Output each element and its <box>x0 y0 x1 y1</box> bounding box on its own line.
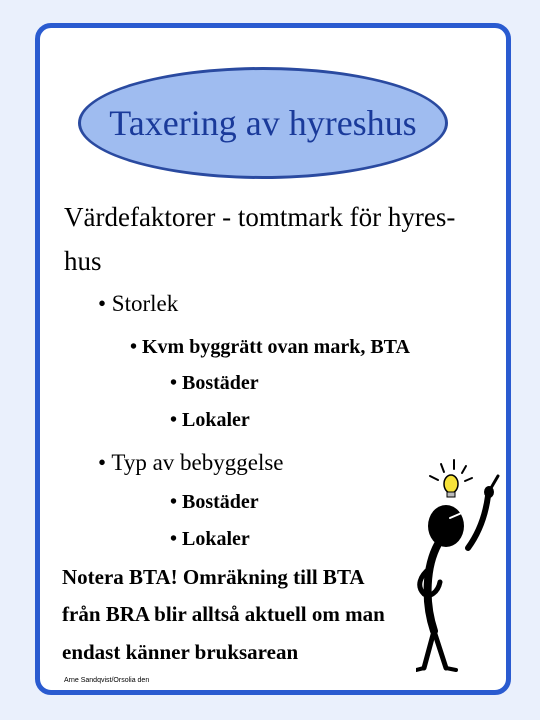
note-line-3: endast känner bruksarean <box>62 640 299 664</box>
author-credit: Arne Sandqvist/Orsolia den <box>64 677 150 684</box>
slide-title: Taxering av hyreshus <box>109 103 417 143</box>
intro-line-2: hus <box>64 246 102 276</box>
note-line-2: från BRA blir alltså aktuell om man <box>62 602 385 626</box>
note-line-1: Notera BTA! Omräkning till BTA <box>62 565 365 589</box>
bullet-lokaler-2: • Lokaler <box>170 528 250 550</box>
bullet-bostader-2: • Bostäder <box>170 491 259 513</box>
bullet-bostader-1: • Bostäder <box>170 372 259 394</box>
title-oval <box>78 67 448 179</box>
bullet-lokaler-1: • Lokaler <box>170 409 250 431</box>
bullet-typ-av-bebyggelse: • Typ av bebyggelse <box>98 450 284 475</box>
bullet-kvm-byggratt: • Kvm byggrätt ovan mark, BTA <box>130 336 410 358</box>
intro-line-1: Värdefaktorer - tomtmark för hyres- <box>64 202 456 232</box>
bullet-storlek: • Storlek <box>98 291 179 316</box>
thinking-figure-icon <box>416 456 516 674</box>
